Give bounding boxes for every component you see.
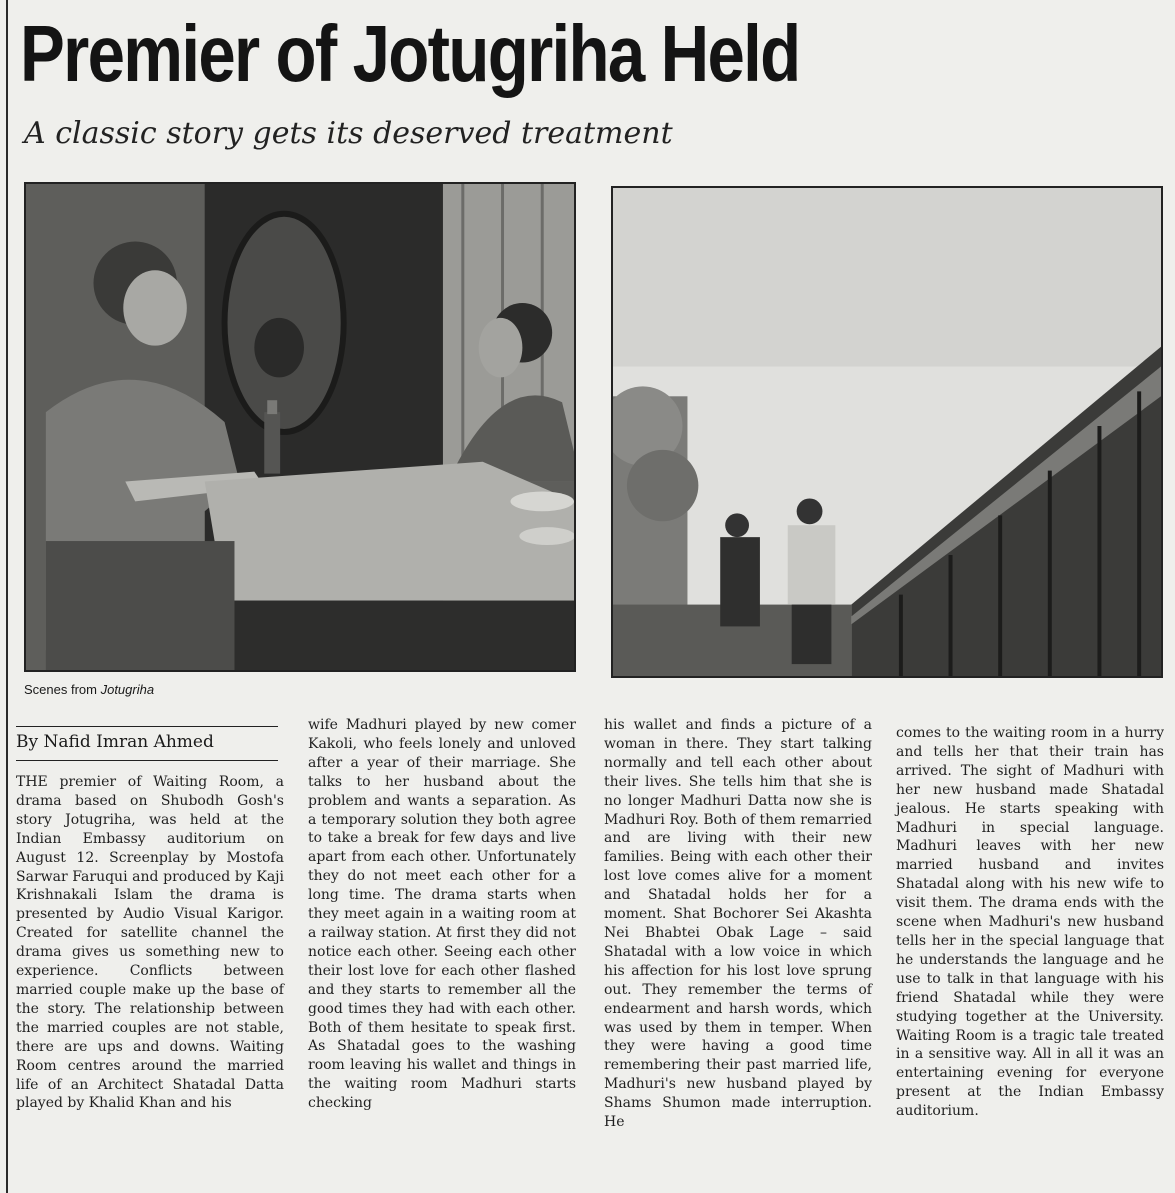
- photo-caption: [24, 682, 154, 697]
- headline: Premier of Jotugriha Held: [20, 9, 800, 98]
- left-border-rule: [6, 0, 8, 1193]
- caption-title: Jotugriha: [100, 682, 155, 697]
- photo-couple-at-table: [24, 182, 576, 672]
- byline: By Nafid Imran Ahmed: [16, 732, 214, 752]
- article-column-1: [16, 773, 284, 1113]
- article-column-4: [896, 724, 1164, 1121]
- column-4-text: comes to the waiting room in a hurry and tells her that their train has arrived. The sight of Madhuri with her new husband made Shatadal jealous. He starts speaking with Madhuri in special language. Madhuri leaves with her new married husband and invites Shatadal along with his new wife to visit them. The drama ends with the scene when Madhuri's new husband tells her in the special language that he understands the language and he use to talk in that language with his friend Shatadal while they were studying together at the University. Waiting Room is a tragic tale treated in a sensitive way. All in all it was an entertaining evening for everyone present at the Indian Embassy auditorium.: [896, 725, 1164, 1120]
- column-1-text: THE premier of Waiting Room, a drama based on Shubodh Gosh's story Jotugriha, was held at the Indian Embassy auditorium on August 12. Screenplay by Mostofa Sarwar Faruqui and produced by Kaji Krishnakali Islam the drama is presented by Audio Visual Karigor. Created for satellite channel the drama gives us something new to experience. Conflicts between married couple make up the base of the story. The relationship between the married couples are not stable, there are ups and downs. Waiting Room centres around the married life of an Architect Shatadal Datta played by Khalid Khan and his: [16, 774, 284, 1112]
- column-2-text: wife Madhuri played by new comer Kakoli, who feels lonely and unloved after a year of their marriage. She talks to her husband about the problem and wants a separation. As a temporary solution they both agree to take a break for few days and live apart from each other. Unfortunately they do not meet each other for a long time. The drama starts when they meet again in a waiting room at a railway station. At first they did not notice each other. Seeing each other their lost love for each other flashed and they starts to remember all the good times they had with each other. Both of them hesitate to speak first. As Shatadal goes to the washing room leaving his wallet and things in the waiting room Madhuri starts checking: [308, 717, 576, 1112]
- article-column-3: [604, 716, 872, 1132]
- caption-prefix: Scenes from: [24, 682, 101, 697]
- byline-top-rule: [16, 726, 278, 727]
- article-column-2: [308, 716, 576, 1113]
- byline-bottom-rule: [16, 760, 278, 761]
- column-3-text: his wallet and finds a picture of a woman in there. They start talking normally and tell each other about their lives. She tells him that she is no longer Madhuri Datta now she is Madhuri Roy. Both of them remarried and are living with their new families. Being with each other their lost love comes alive for a moment and Shatadal holds her for a moment. Shat Bochorer Sei Akashta Nei Bhabtei Obak Lage – said Shatadal with a low voice in which his affection for his lost love sprung out. They remember the terms of endearment and harsh words, which was used by them in temper. When they were having a good time remembering their past married life, Madhuri's new husband played by Shams Shumon made interruption. He: [604, 717, 872, 1131]
- deck-subtitle: A classic story gets its deserved treatment: [24, 116, 673, 151]
- photo-railway-platform: [611, 186, 1163, 678]
